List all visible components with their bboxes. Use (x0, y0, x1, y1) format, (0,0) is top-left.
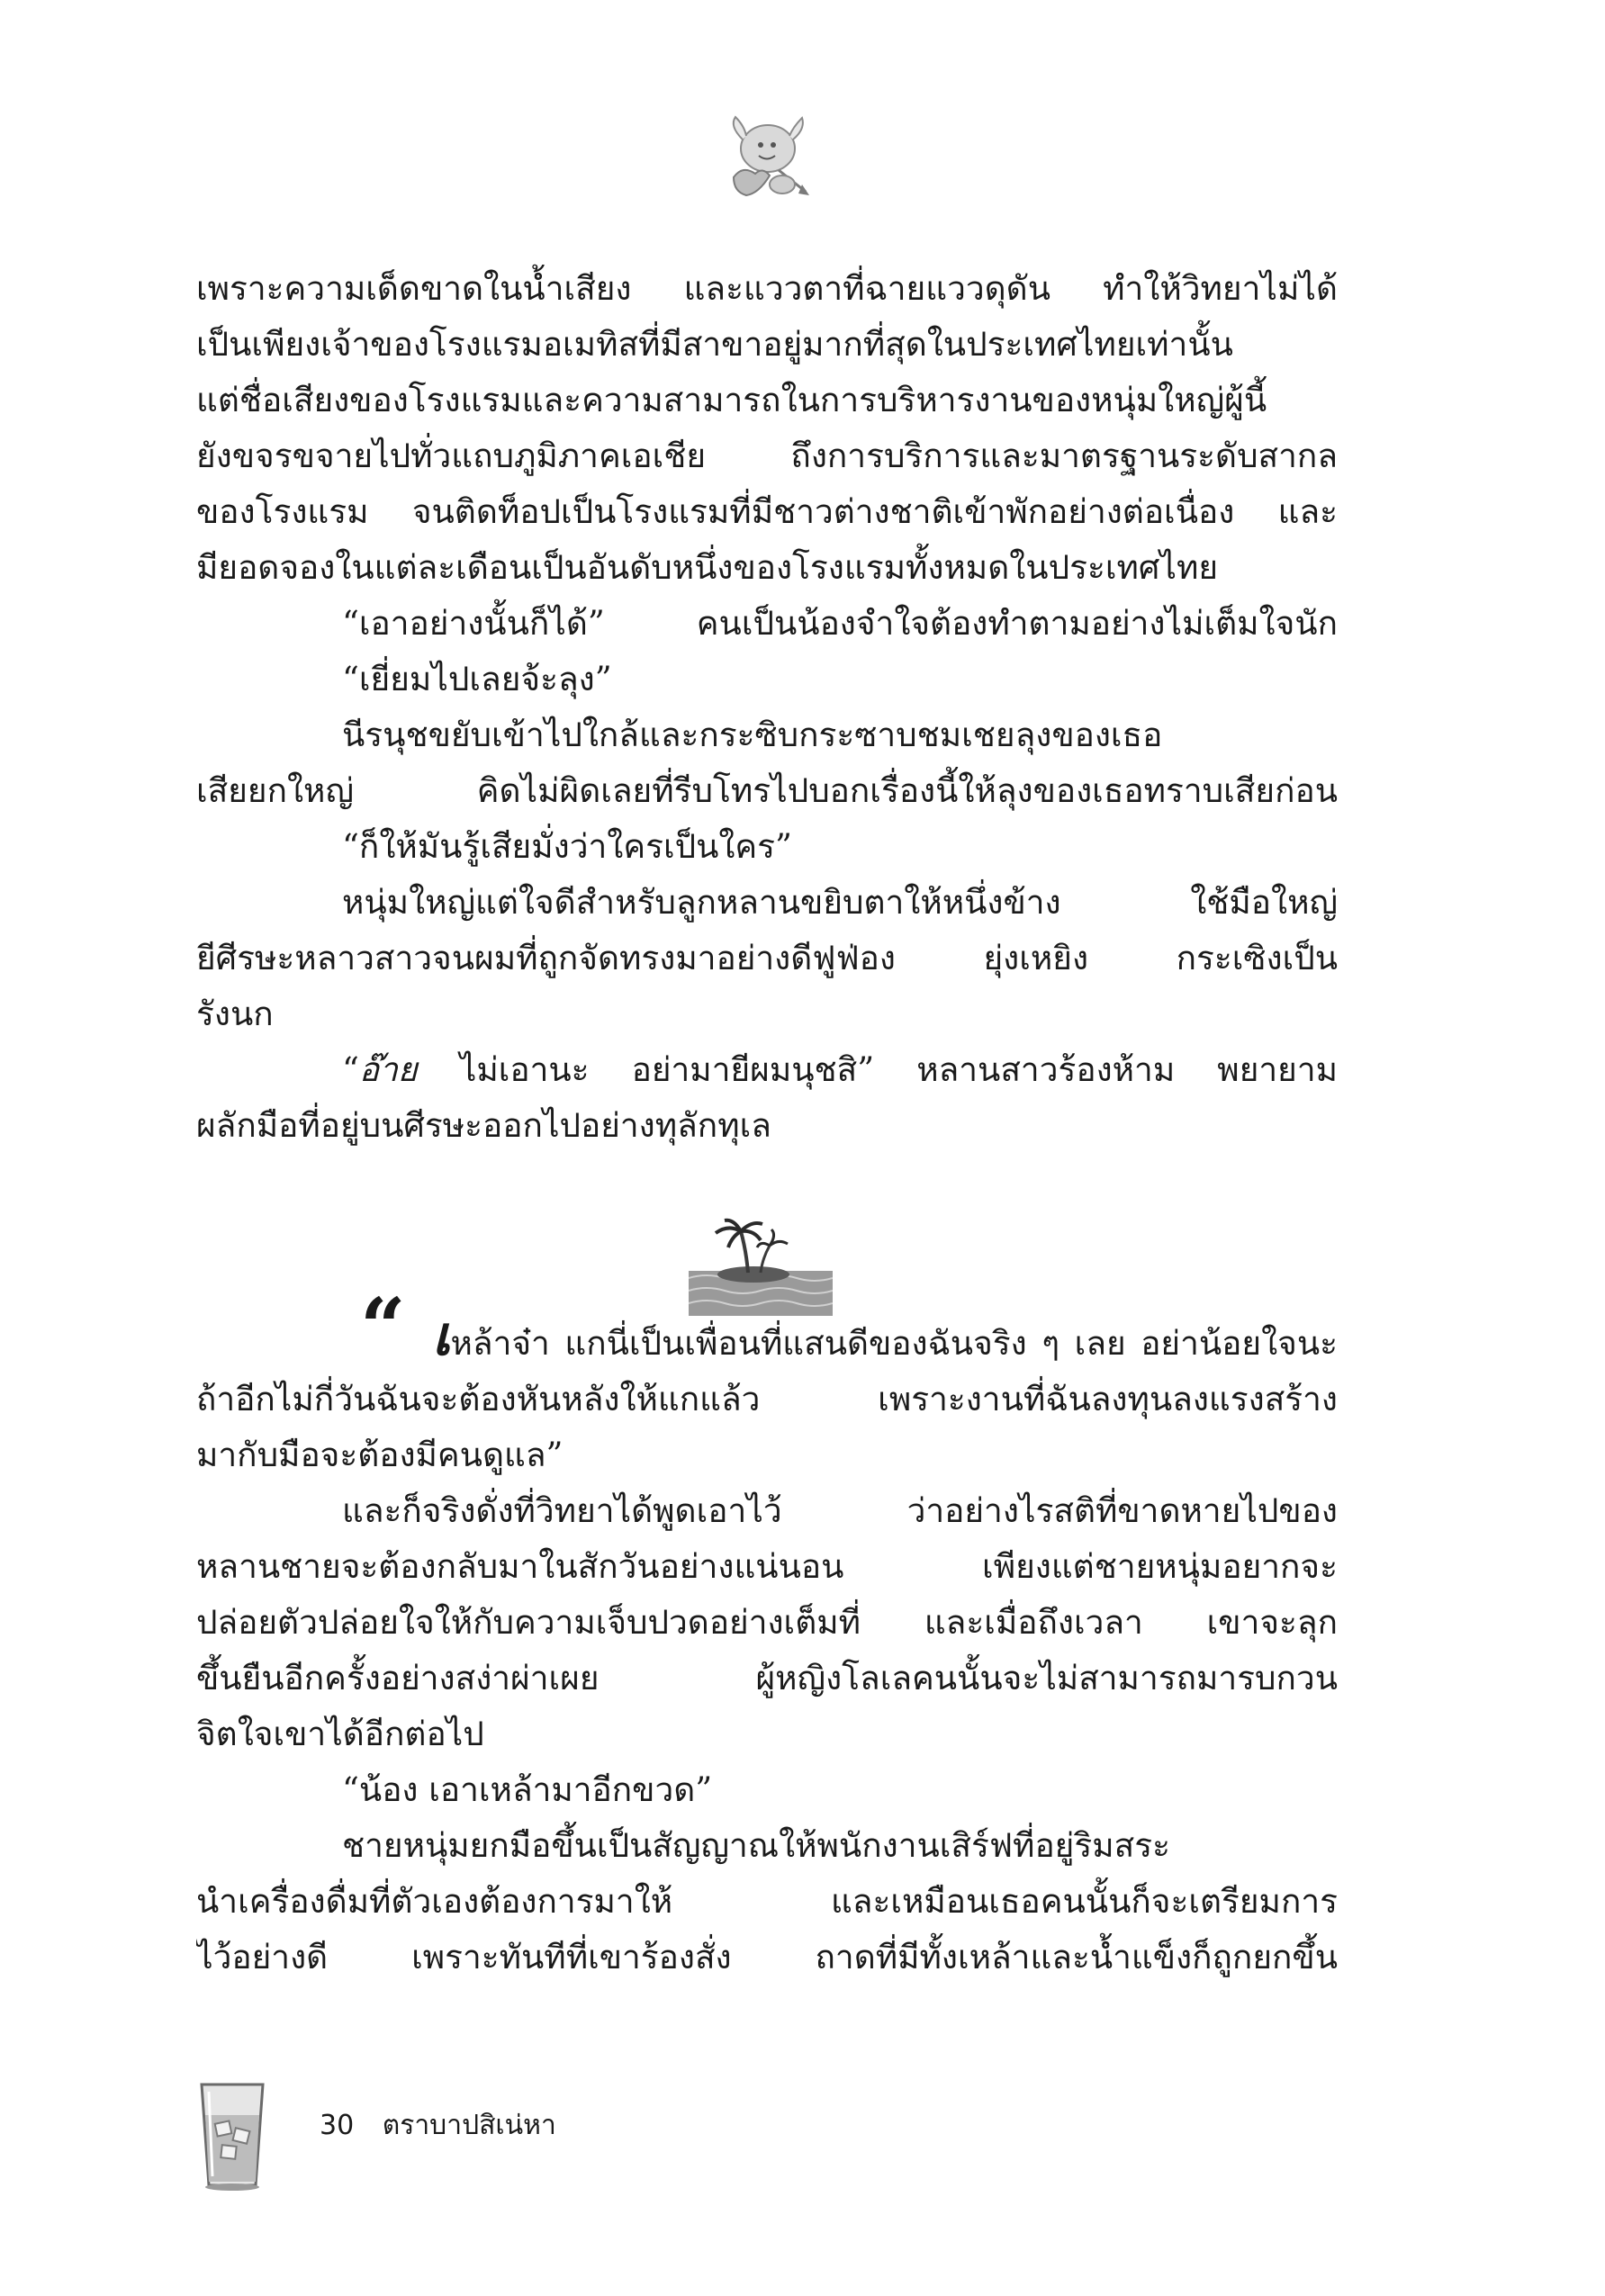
drop-quote-mark: “ (360, 1280, 406, 1373)
text-line: มียอดจองในแต่ละเดือนเป็นอันดับหนึ่งของโรงแรมทั้งหมดในประเทศไทย (196, 548, 1219, 587)
text-block-1 (196, 261, 1338, 1154)
ice-glass-icon (196, 2079, 268, 2192)
text-line: หนุ่มใหญ่แต่ใจดีสำหรับลูกหลานขยิบตาให้หนึ่งข้าง ใช้มือใหญ่ (342, 883, 1338, 922)
text-line: ของโรงแรม จนติดท็อปเป็นโรงแรมที่มีชาวต่างชาติเข้าพักอย่างต่อเนื่อง และ (196, 492, 1338, 531)
text-line: และก็จริงดั่งที่วิทยาได้พูดเอาไว้ ว่าอย่างไรสติที่ขาดหายไปของ (342, 1491, 1338, 1530)
text-line: เพราะความเด็ดขาดในน้ำเสียง และแววตาที่ฉายแววดุดัน ทำให้วิทยาไม่ได้ (196, 269, 1338, 308)
text-line-quote (196, 1042, 1338, 1098)
text-line: ยังขจรขจายไปทั่วแถบภูมิภาคเอเชีย ถึงการบริการและมาตรฐานระดับสากล (196, 437, 1338, 475)
exclamation-italic: อ๊าย (358, 1050, 418, 1089)
text-line: มากับมือจะต้องมีคนดูแล” (196, 1436, 564, 1474)
text-line: ชายหนุ่มยกมือขึ้นเป็นสัญญาณให้พนักงานเสิร์ฟที่อยู่ริมสระ (342, 1826, 1170, 1865)
quote-rest: ไม่เอานะ อย่ามายีผมนุชสิ” หลานสาวร้องห้าม พยายาม (417, 1050, 1338, 1089)
island-palm-icon (689, 1215, 833, 1316)
text-line: หลานชายจะต้องกลับมาในสักวันอย่างแน่นอน เพียงแต่ชายหนุ่มอยากจะ (196, 1547, 1338, 1586)
text-line: จิตใจเขาได้อีกต่อไป (196, 1715, 484, 1753)
text-line: ไว้อย่างดี เพราะทันทีที่เขาร้องสั่ง ถาดที่มีทั้งเหล้าและน้ำแข็งก็ถูกยกขึ้น (196, 1938, 1338, 1976)
text-line: “เอาอย่างนั้นก็ได้” คนเป็นน้องจำใจต้องทำตามอย่างไม่เต็มใจนัก (342, 604, 1338, 643)
dropcap-line-rest: หล้าจ๋า แกนี่เป็นเพื่อนที่แสนดีของฉันจริง ๆ เลย อย่าน้อยใจนะ (450, 1324, 1338, 1363)
text-line: เสียยกใหญ่ คิดไม่ผิดเลยที่รีบโทรไปบอกเรื่องนี้ให้ลุงของเธอทราบเสียก่อน (196, 771, 1338, 810)
text-line: ถ้าอีกไม่กี่วันฉันจะต้องหันหลังให้แกแล้ว เพราะงานที่ฉันลงทุนลงแรงสร้าง (196, 1380, 1338, 1418)
text-line: ยีศีรษะหลาวสาวจนผมที่ถูกจัดทรงมาอย่างดีฟูฟ่อง ยุ่งเหยิง กระเซิงเป็น (196, 939, 1338, 977)
text-line: “น้อง เอาเหล้ามาอีกขวด” (342, 1770, 713, 1809)
text-line: ผลักมือที่อยู่บนศีรษะออกไปอย่างทุลักทุเล (196, 1106, 771, 1145)
text-line: แต่ชื่อเสียงของโรงแรมและความสามารถในการบริหารงานของหนุ่มใหญ่ผู้นี้ (196, 381, 1267, 419)
text-line: ปล่อยตัวปล่อยใจให้กับความเจ็บปวดอย่างเต็มที่ และเมื่อถึงเวลา เขาจะลุก (196, 1603, 1338, 1642)
page-footer (320, 2104, 556, 2147)
text-line: ขึ้นยืนอีกครั้งอย่างสง่าผ่าเผย ผู้หญิงโลเลคนนั้นจะไม่สามารถมารบกวน (196, 1659, 1338, 1697)
text-line: เป็นเพียงเจ้าของโรงแรมอเมทิสที่มีสาขาอยู่มากที่สุดในประเทศไทยเท่านั้น (196, 325, 1233, 364)
page-number: 30 (320, 2110, 355, 2141)
text-line: นีรนุชขยับเข้าไปใกล้และกระซิบกระซาบชมเชยลุงของเธอ (342, 716, 1163, 754)
text-line: “ก็ให้มันรู้เสียมั่งว่าใครเป็นใคร” (342, 827, 792, 866)
text-line-dropcap (196, 1316, 1338, 1372)
text-line: รังนก (196, 995, 274, 1033)
text-block-2 (196, 1316, 1338, 1985)
text-line: นำเครื่องดื่มที่ตัวเองต้องการมาให้ และเหมือนเธอคนนั้นก็จะเตรียมการ (196, 1882, 1338, 1921)
text-line: “เยี่ยมไปเลยจ้ะลุง” (342, 660, 612, 698)
drop-cap-letter: เ (432, 1316, 451, 1368)
book-title: ตราบาปสิเน่หา (382, 2110, 556, 2141)
quote-open: “ (342, 1050, 359, 1089)
cupid-ornament-icon (716, 113, 819, 203)
